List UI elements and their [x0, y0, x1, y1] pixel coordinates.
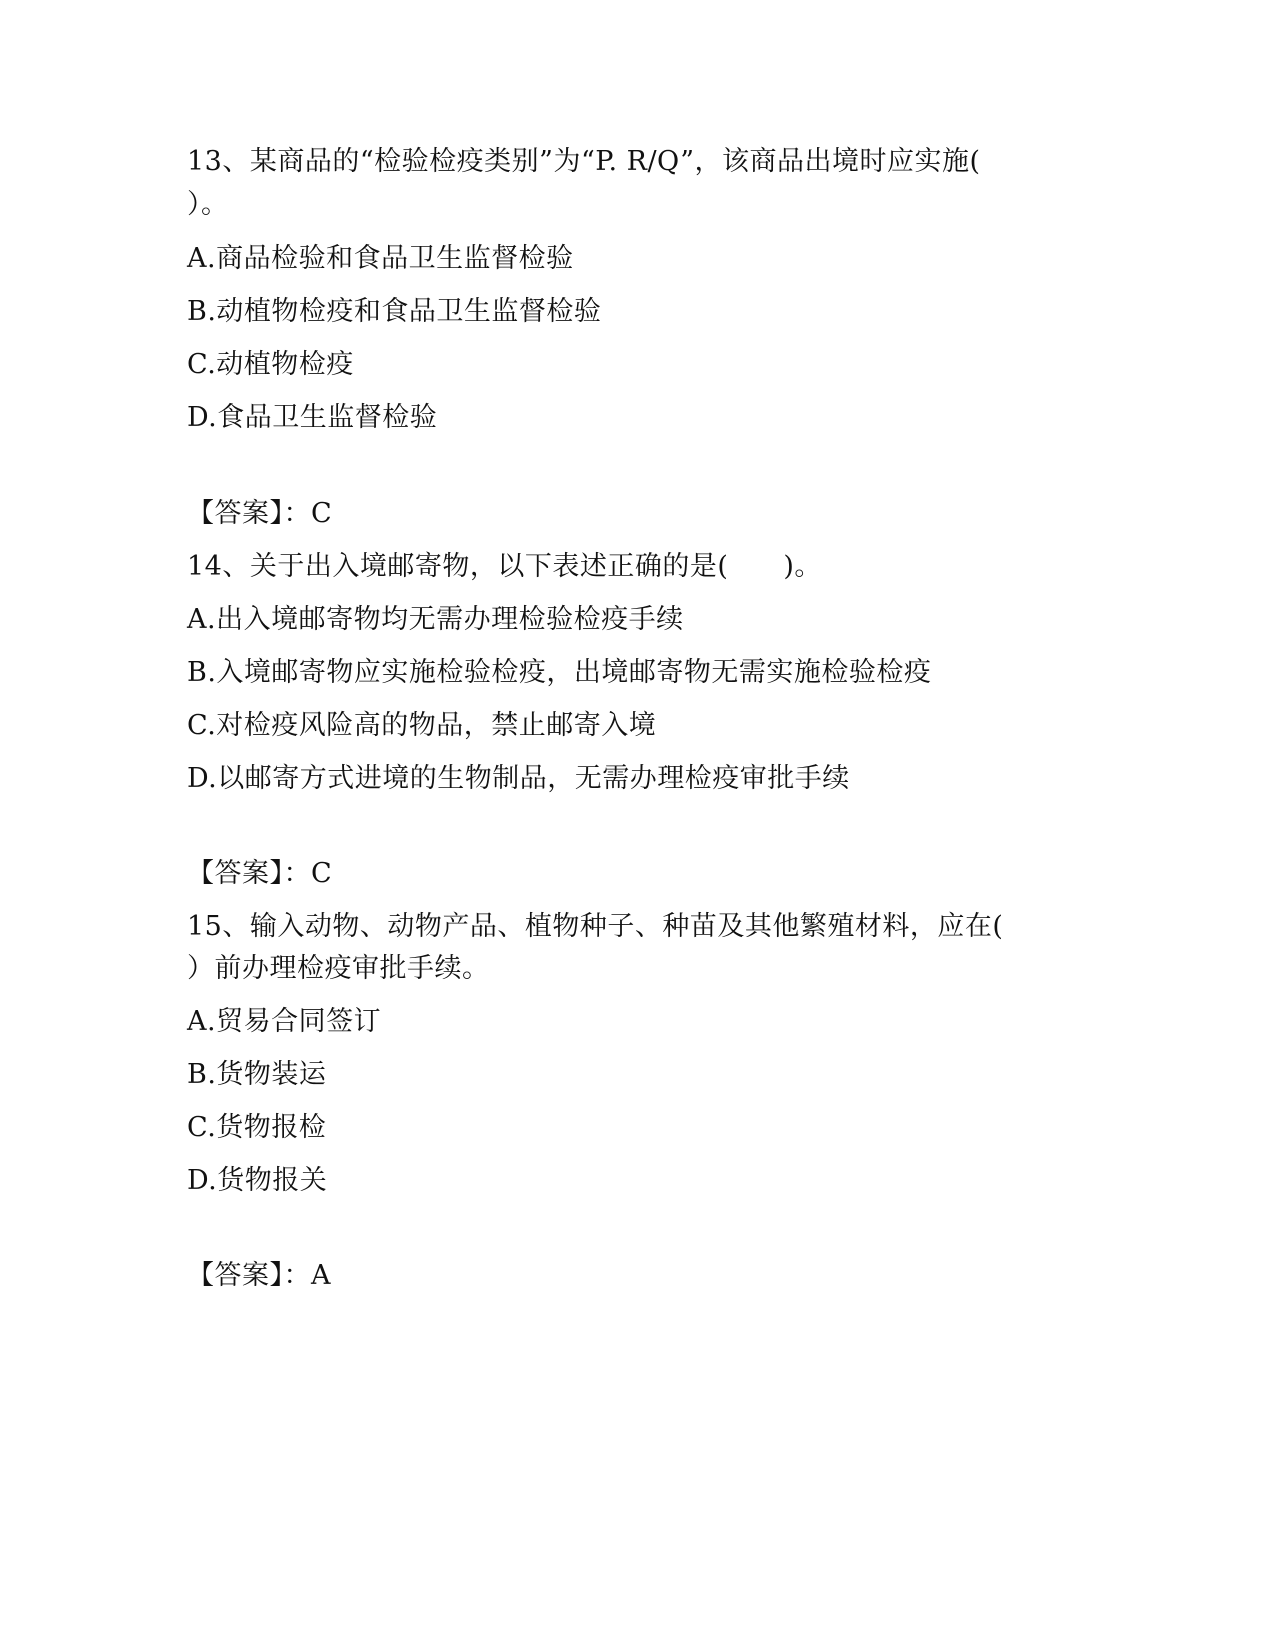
question-stem-line1: 14、关于出入境邮寄物，以下表述正确的是( )。 [187, 551, 822, 582]
question-stem-line2: ）。 [187, 189, 229, 220]
answer-line: 【答案】：C [187, 498, 333, 529]
option-b: B.入境邮寄物应实施检验检疫，出境邮寄物无需实施检验检疫 [187, 657, 932, 688]
option-d: D.以邮寄方式进境的生物制品，无需办理检疫审批手续 [187, 763, 850, 794]
option-a: A.出入境邮寄物均无需办理检验检疫手续 [187, 604, 684, 635]
option-c: C.对检疫风险高的物品，禁止邮寄入境 [187, 710, 657, 741]
question-stem-line1: 13、某商品的“检验检疫类别”为“P. R/Q”，该商品出境时应实施( [187, 146, 981, 177]
option-d: D.食品卫生监督检验 [187, 402, 438, 433]
option-c: C.货物报检 [187, 1112, 327, 1143]
option-c: C.动植物检疫 [187, 349, 354, 380]
question-stem-line2: ）前办理检疫审批手续。 [187, 953, 490, 984]
option-d: D.货物报关 [187, 1165, 328, 1196]
option-b: B.货物装运 [187, 1059, 327, 1090]
answer-line: 【答案】：C [187, 858, 333, 889]
option-b: B.动植物检疫和食品卫生监督检验 [187, 296, 602, 327]
option-a: A.商品检验和食品卫生监督检验 [187, 243, 574, 274]
question-stem-line1: 15、输入动物、动物产品、植物种子、种苗及其他繁殖材料，应在( [187, 911, 1004, 942]
answer-line: 【答案】：A [187, 1260, 331, 1291]
option-a: A.贸易合同签订 [187, 1006, 382, 1037]
